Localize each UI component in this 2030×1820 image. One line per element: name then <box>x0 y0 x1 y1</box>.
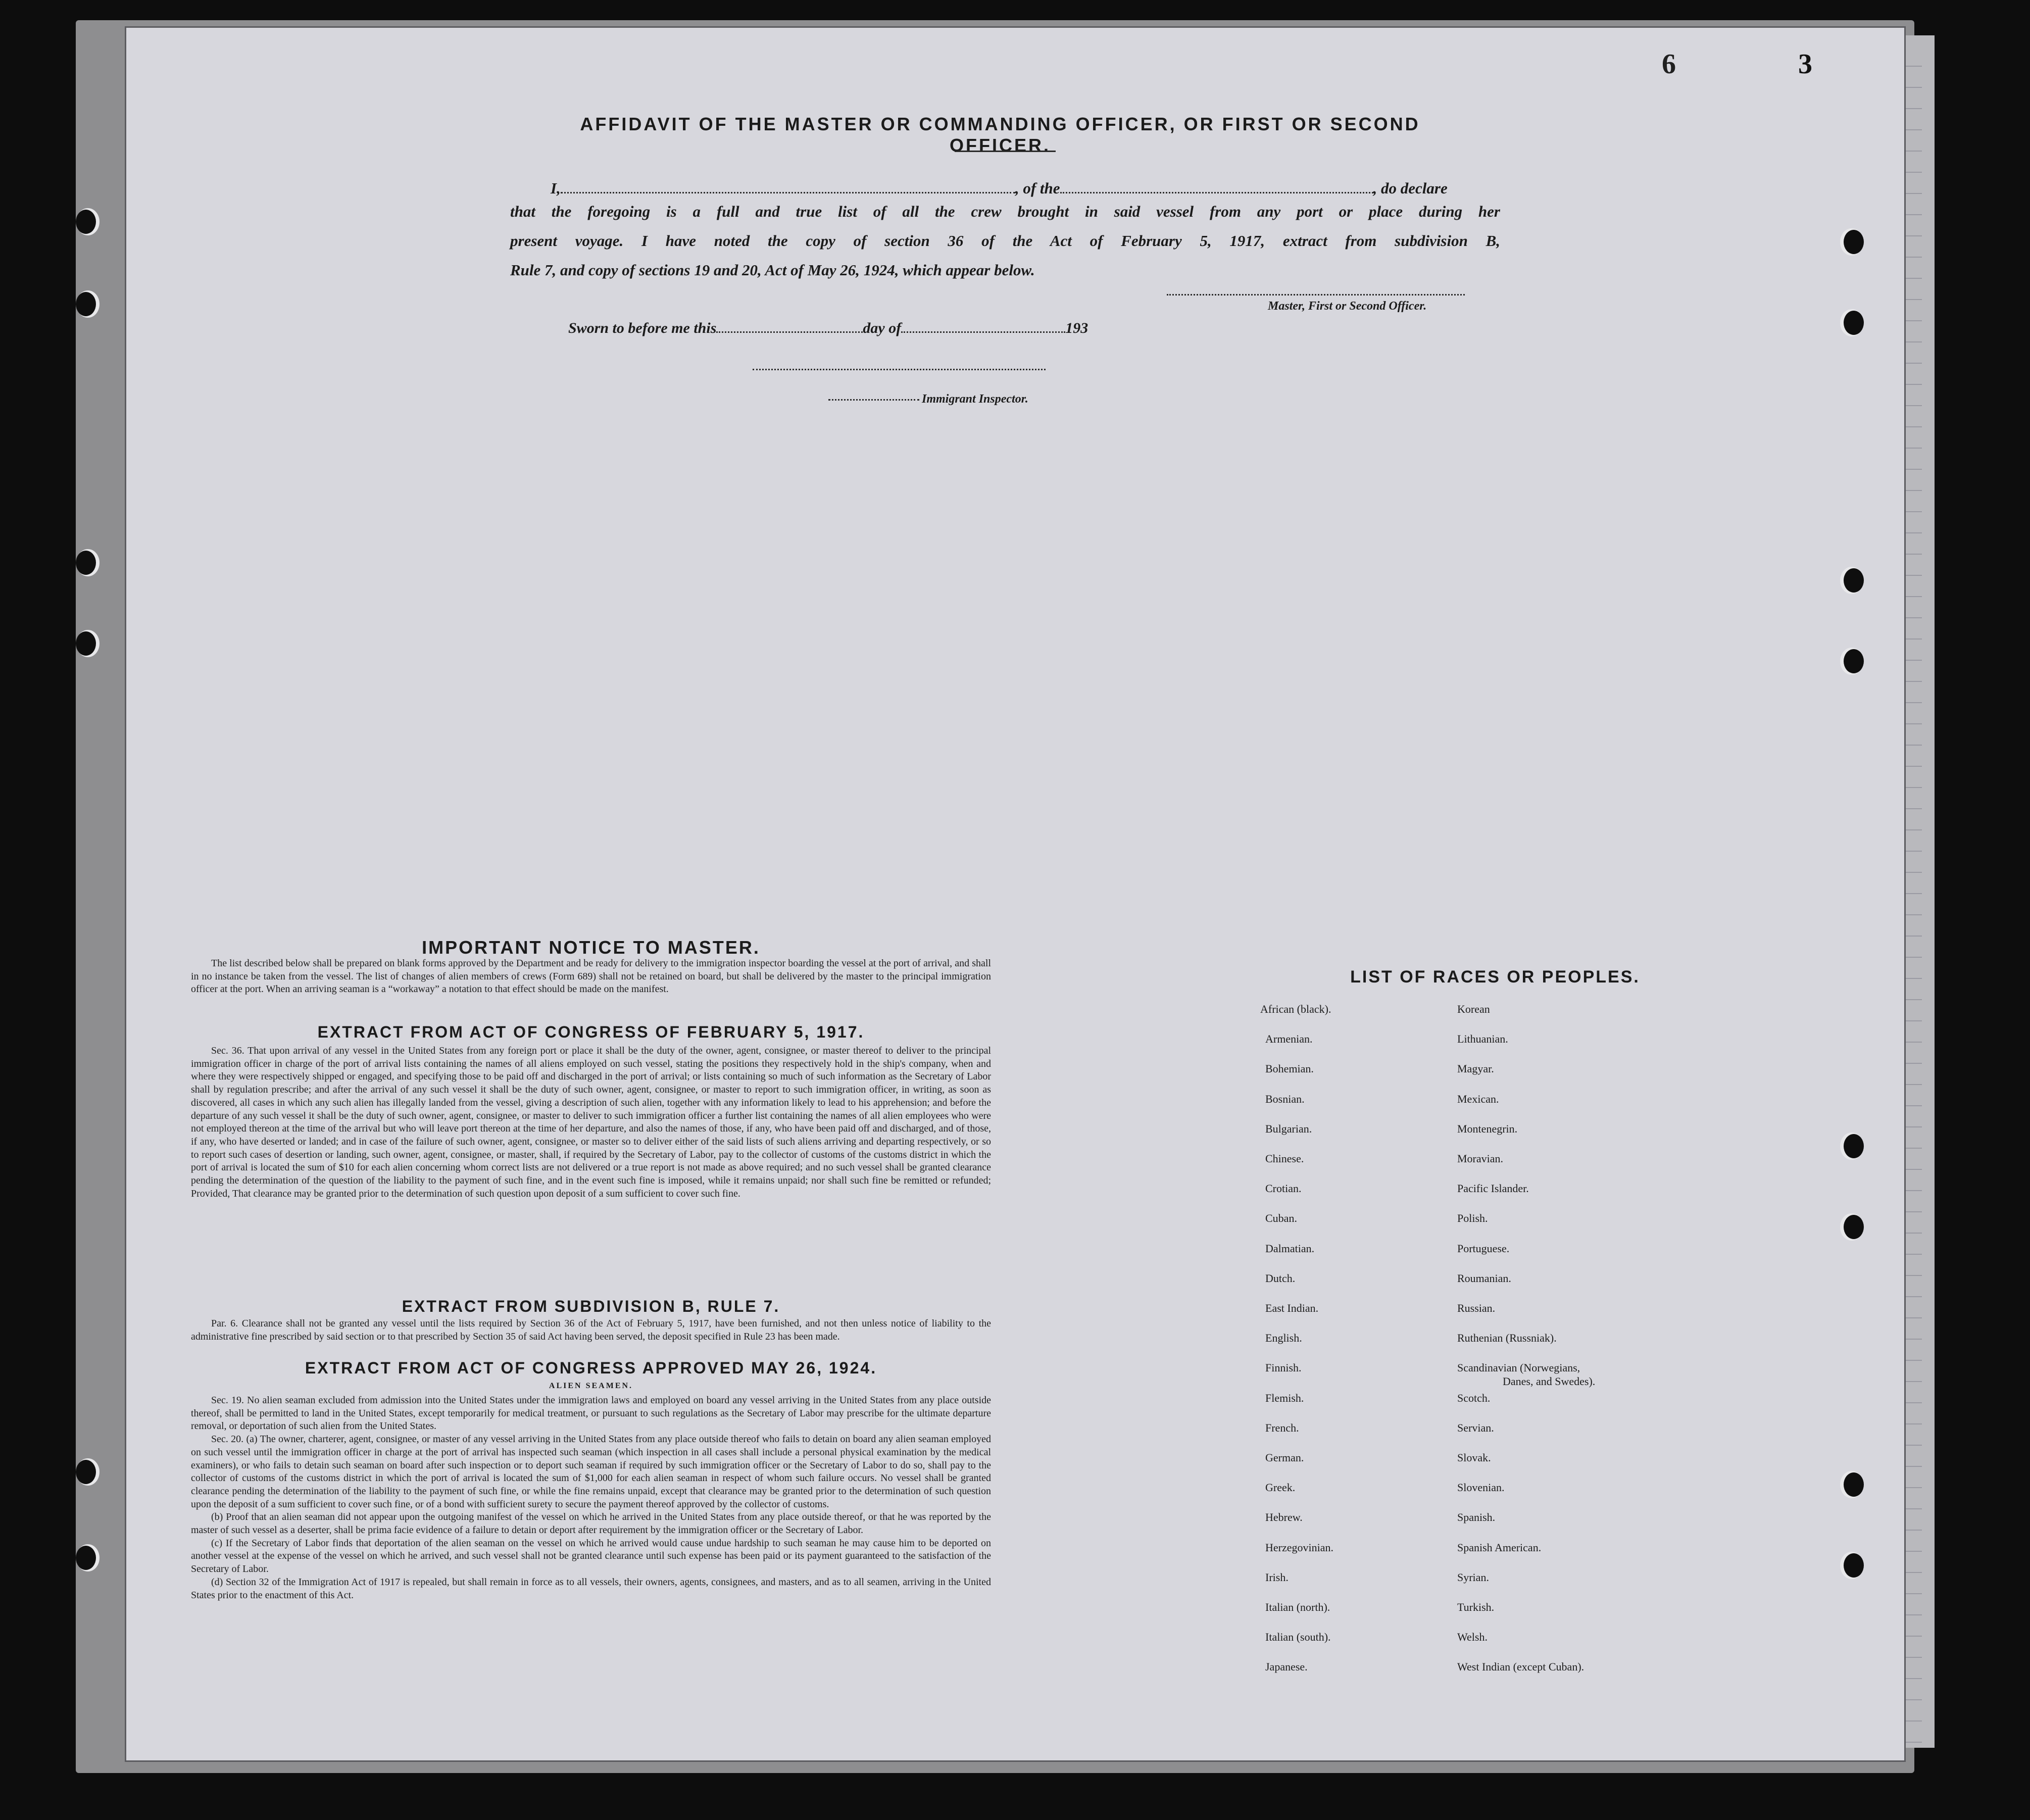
race-item: Dutch. <box>1265 1271 1296 1285</box>
master-caption: Master, First or Second Officer. <box>1268 300 1427 313</box>
race-item: Montenegrin. <box>1457 1122 1518 1135</box>
race-item: Roumanian. <box>1457 1271 1511 1285</box>
binder-hole <box>1844 1215 1864 1239</box>
sworn-year: 193 <box>1065 320 1088 336</box>
race-item: Pacific Islander. <box>1457 1182 1529 1195</box>
notice-paragraph: The list described below shall be prepared on blank forms approved by the Department and be ready for delivery to the immigration inspector boarding the vessel at the port of arrival, and shall in no instance be taken from the vessel. The list of changes of alien members of crews (Form 689) shall not be retained on board, but shall be delivered by the master to the principal immigration officer at the port. When an arriving seaman is a “workaway” a notation to that effect should be made on the manifest. <box>191 958 991 995</box>
extract-1924-text <box>191 1394 991 1602</box>
alien-seamen-heading: ALIEN SEAMEN. <box>549 1382 633 1390</box>
extract-1917-text <box>191 1045 991 1200</box>
binder-hole <box>1844 649 1864 673</box>
race-item: Scandinavian (Norwegians, <box>1457 1361 1580 1374</box>
race-item: Greek. <box>1265 1481 1296 1494</box>
par-6-paragraph: Par. 6. Clearance shall not be granted any vessel until the lists required by Section 36 of the Act of February 5, 1917, have been furnished, and not then unless notice of liability to the administrative fine prescribed by said section or to that prescribed by Section 35 of said Act having been served, the deposit specified in Rule 23 has been made. <box>191 1318 991 1342</box>
sworn-line <box>568 319 1088 337</box>
race-item: English. <box>1265 1332 1302 1345</box>
race-item: Danes, and Swedes). <box>1503 1375 1596 1388</box>
race-item: Korean <box>1457 1003 1490 1015</box>
race-item: Welsh. <box>1457 1631 1488 1644</box>
binder-hole <box>1844 568 1864 593</box>
binder-hole <box>76 210 96 234</box>
race-item: Moravian. <box>1457 1152 1504 1165</box>
declaration-paragraph <box>510 197 1500 285</box>
inspector-caption: Immigrant Inspector. <box>922 392 1028 406</box>
race-item: Japanese. <box>1265 1660 1308 1674</box>
race-item: Hebrew. <box>1265 1511 1303 1524</box>
inspector-caption-leader <box>828 399 919 401</box>
inspector-signature-line[interactable] <box>753 369 1046 370</box>
declaration-text: present voyage. I have noted the copy of section 36 of the Act of February 5, 1917, extract from subdivision B, <box>510 232 1500 250</box>
race-item: Chinese. <box>1265 1152 1304 1165</box>
notice-title: IMPORTANT NOTICE TO MASTER. <box>422 937 760 958</box>
declaration-text: that the foregoing is a full and true list of all the crew brought in said vessel from any port or place during her <box>510 203 1500 220</box>
master-signature-line[interactable] <box>1167 294 1465 296</box>
race-item: Spanish American. <box>1457 1541 1542 1554</box>
race-item: West Indian (except Cuban). <box>1457 1660 1585 1674</box>
race-item: Italian (south). <box>1265 1631 1331 1644</box>
race-item: Scotch. <box>1457 1391 1491 1404</box>
race-item: Bohemian. <box>1265 1062 1314 1075</box>
sec-20d-paragraph: (d) Section 32 of the Immigration Act of 1917 is repealed, but shall remain in force as to all vessels, their owners, agents, consignees, and masters, and as to all seamen, arriving in the United States prior to the enactment of this Act. <box>191 1576 991 1601</box>
races-title: LIST OF RACES OR PEOPLES. <box>1350 967 1640 987</box>
race-item: Finnish. <box>1265 1361 1302 1374</box>
extract-1924-title: EXTRACT FROM ACT OF CONGRESS APPROVED MAY 26, 1924. <box>305 1359 877 1377</box>
binder-hole <box>76 631 96 656</box>
race-item: Slovenian. <box>1457 1481 1505 1494</box>
race-item: Turkish. <box>1457 1601 1495 1613</box>
sworn-month-field[interactable] <box>901 319 1065 333</box>
race-item: Magyar. <box>1457 1062 1494 1075</box>
race-item: Syrian. <box>1457 1570 1489 1584</box>
race-item: Lithuanian. <box>1457 1032 1508 1046</box>
page-number-left: 6 <box>1662 48 1676 80</box>
race-item: Ruthenian (Russniak). <box>1457 1332 1557 1345</box>
race-item: African (black). <box>1260 1003 1331 1015</box>
declaration-suffix: , do declare <box>1373 179 1448 197</box>
binder-hole <box>1844 1553 1864 1578</box>
sec-20a-paragraph: Sec. 20. (a) The owner, charterer, agent, consignee, or master of any vessel arriving in the United States from any place outside thereof who fails to detain on board any alien seaman employed on such vessel until the immigration officer in charge at the port of arrival has inspected such seaman (which inspection in all cases shall include a personal physical examination by the medical examiners), or who fails to detain such seaman on board after such inspection or to deport such seaman if required by such immigration officer or the Secretary of Labor to do so, shall pay to the collector of customs of the customs district in which the port of arrival is located the sum of $1,000 for each alien seaman in respect of whom such failure occurs. No vessel shall be granted clearance pending the determination of the liability to the payment of such fine, or while the fine remains unpaid, except that clearance may be granted prior to the determination of such question upon the deposit of a sum sufficient to cover such fine, or of a bond with sufficient surety to secure the payment thereof approved by the collector of customs. <box>191 1434 991 1510</box>
extract-rule7-text <box>191 1317 991 1343</box>
race-item: Dalmatian. <box>1265 1242 1315 1255</box>
declaration-text: Rule 7, and copy of sections 19 and 20, Act of May 26, 1924, which appear below. <box>510 261 1035 279</box>
race-item: Spanish. <box>1457 1511 1496 1524</box>
sec-19-paragraph: Sec. 19. No alien seaman excluded from admission into the United States under the immigration laws and employed on board any vessel arriving in the United States from any place outside thereof, shall be permitted to land in the United States, except temporarily for medical treatment, or pursuant to such regulations as the Secretary of Labor may prescribe for the ultimate departure removal, or deportation of such alien from the United States. <box>191 1395 991 1432</box>
notice-text <box>191 957 991 996</box>
race-item: Italian (north). <box>1265 1601 1330 1613</box>
race-item: Mexican. <box>1457 1092 1499 1105</box>
race-item: German. <box>1265 1451 1304 1464</box>
race-item: Bulgarian. <box>1265 1122 1312 1135</box>
binder-hole <box>76 1546 96 1570</box>
race-item: Irish. <box>1265 1570 1289 1584</box>
race-item: East Indian. <box>1265 1302 1319 1314</box>
race-item: Flemish. <box>1265 1391 1304 1404</box>
binder-hole <box>76 551 96 575</box>
race-item: French. <box>1265 1421 1299 1434</box>
page-number-right: 3 <box>1798 48 1812 80</box>
declaration-prefix: I, <box>551 179 561 197</box>
declaration-line <box>551 179 1500 198</box>
sworn-prefix: Sworn to before me this <box>568 320 717 336</box>
binder-hole <box>76 292 96 316</box>
name-field[interactable] <box>561 180 1015 193</box>
binder-hole <box>1844 1472 1864 1497</box>
race-item: Bosnian. <box>1265 1092 1305 1105</box>
binder-hole <box>1844 1134 1864 1158</box>
sec-36-paragraph: Sec. 36. That upon arrival of any vessel in the United States from any foreign port or place it shall be the duty of the owner, agent, consignee, or master thereof to deliver to the principal immigration officer in charge of the port of arrival lists containing the names of all aliens employed on such vessel, stating the positions they respectively hold in the ship's company, when and where they were respectively shipped or engaged, and specifying those to be paid off and discharged in the port of arrival; or lists containing so much of such information as the Secretary of Labor shall by regulation prescribe; and after the arrival of any such vessel it shall be the duty of such owner, agent, consignee, or master to report to such immigration officer, in writing, as soon as discovered, all cases in which any such alien has illegally landed from the vessel, giving a description of such alien, together with any information likely to lead to his apprehension; and before the departure of any such vessel it shall be the duty of such owner, agent, consignee, or master to deliver to such immigration officer a further list containing the names of all alien employees who were not employed thereon at the time of the arrival but who will leave port thereon at the time of her departure, and also the names of those, if any, who have been paid off and discharged, and of those, if any, who have deserted or landed; and in case of the failure of such owner, agent, consignee, or master so to deliver either of the said lists of such aliens arriving and departing respectively, or so to report such cases of desertion or landing, such owner, agent, consignee, or master, shall, if required by the Secretary of Labor, pay to the collector of customs of the customs district in which the port of arrival is located the sum of $10 for each alien concerning whom correct lists are not delivered or a true report is not made as above required; and no such vessel shall be granted clearance pending the determination of the question of the liability to the payment of such fine, and in the event such fine is imposed, while it remains unpaid; nor shall such fine be remitted or refunded; Provided, That clearance may be granted prior to the determination of such question upon deposit of a sum sufficient to cover such fine. <box>191 1045 991 1199</box>
race-item: Herzegovinian. <box>1265 1541 1333 1554</box>
race-item: Servian. <box>1457 1421 1494 1434</box>
binder-hole <box>1844 311 1864 335</box>
binder-hole <box>76 1460 96 1484</box>
sec-20c-paragraph: (c) If the Secretary of Labor finds that deportation of the alien seaman on the vessel on which he arrived would cause undue hardship to such seaman he may cause him to be deported on another vessel at the expense of the vessel on which he arrived, and such vessel shall not be granted clearance until such expense has been paid or its payment guaranteed to the satisfaction of the Secretary of Labor. <box>191 1537 991 1575</box>
affidavit-title: AFFIDAVIT OF THE MASTER OR COMMANDING OFFICER, OR FIRST OR SECOND OFFICER. <box>580 114 1420 156</box>
race-item: Polish. <box>1457 1212 1488 1225</box>
race-item: Cuban. <box>1265 1212 1297 1225</box>
extract-rule7-title: EXTRACT FROM SUBDIVISION B, RULE 7. <box>402 1297 780 1315</box>
sworn-mid: day of <box>863 320 902 336</box>
sec-20b-paragraph: (b) Proof that an alien seaman did not appear upon the outgoing manifest of the vessel on which he arrived in the United States from any place outside thereof, or that he was reported by the master of such vessel as a deserter, shall be prima facie evidence of a failure to detain or deport after requirement by the immigration officer or the Secretary of Labor. <box>191 1511 991 1536</box>
binder-hole <box>1844 230 1864 254</box>
race-item: Slovak. <box>1457 1451 1491 1464</box>
divider <box>955 151 1056 152</box>
race-item: Crotian. <box>1265 1182 1302 1195</box>
extract-1917-title: EXTRACT FROM ACT OF CONGRESS OF FEBRUARY 5, 1917. <box>317 1023 865 1041</box>
race-item: Russian. <box>1457 1302 1496 1314</box>
vessel-field[interactable] <box>1060 180 1373 193</box>
sworn-day-field[interactable] <box>716 319 863 333</box>
declaration-mid: , of the <box>1015 179 1060 197</box>
race-item: Armenian. <box>1265 1032 1313 1046</box>
race-item: Portuguese. <box>1457 1242 1510 1255</box>
